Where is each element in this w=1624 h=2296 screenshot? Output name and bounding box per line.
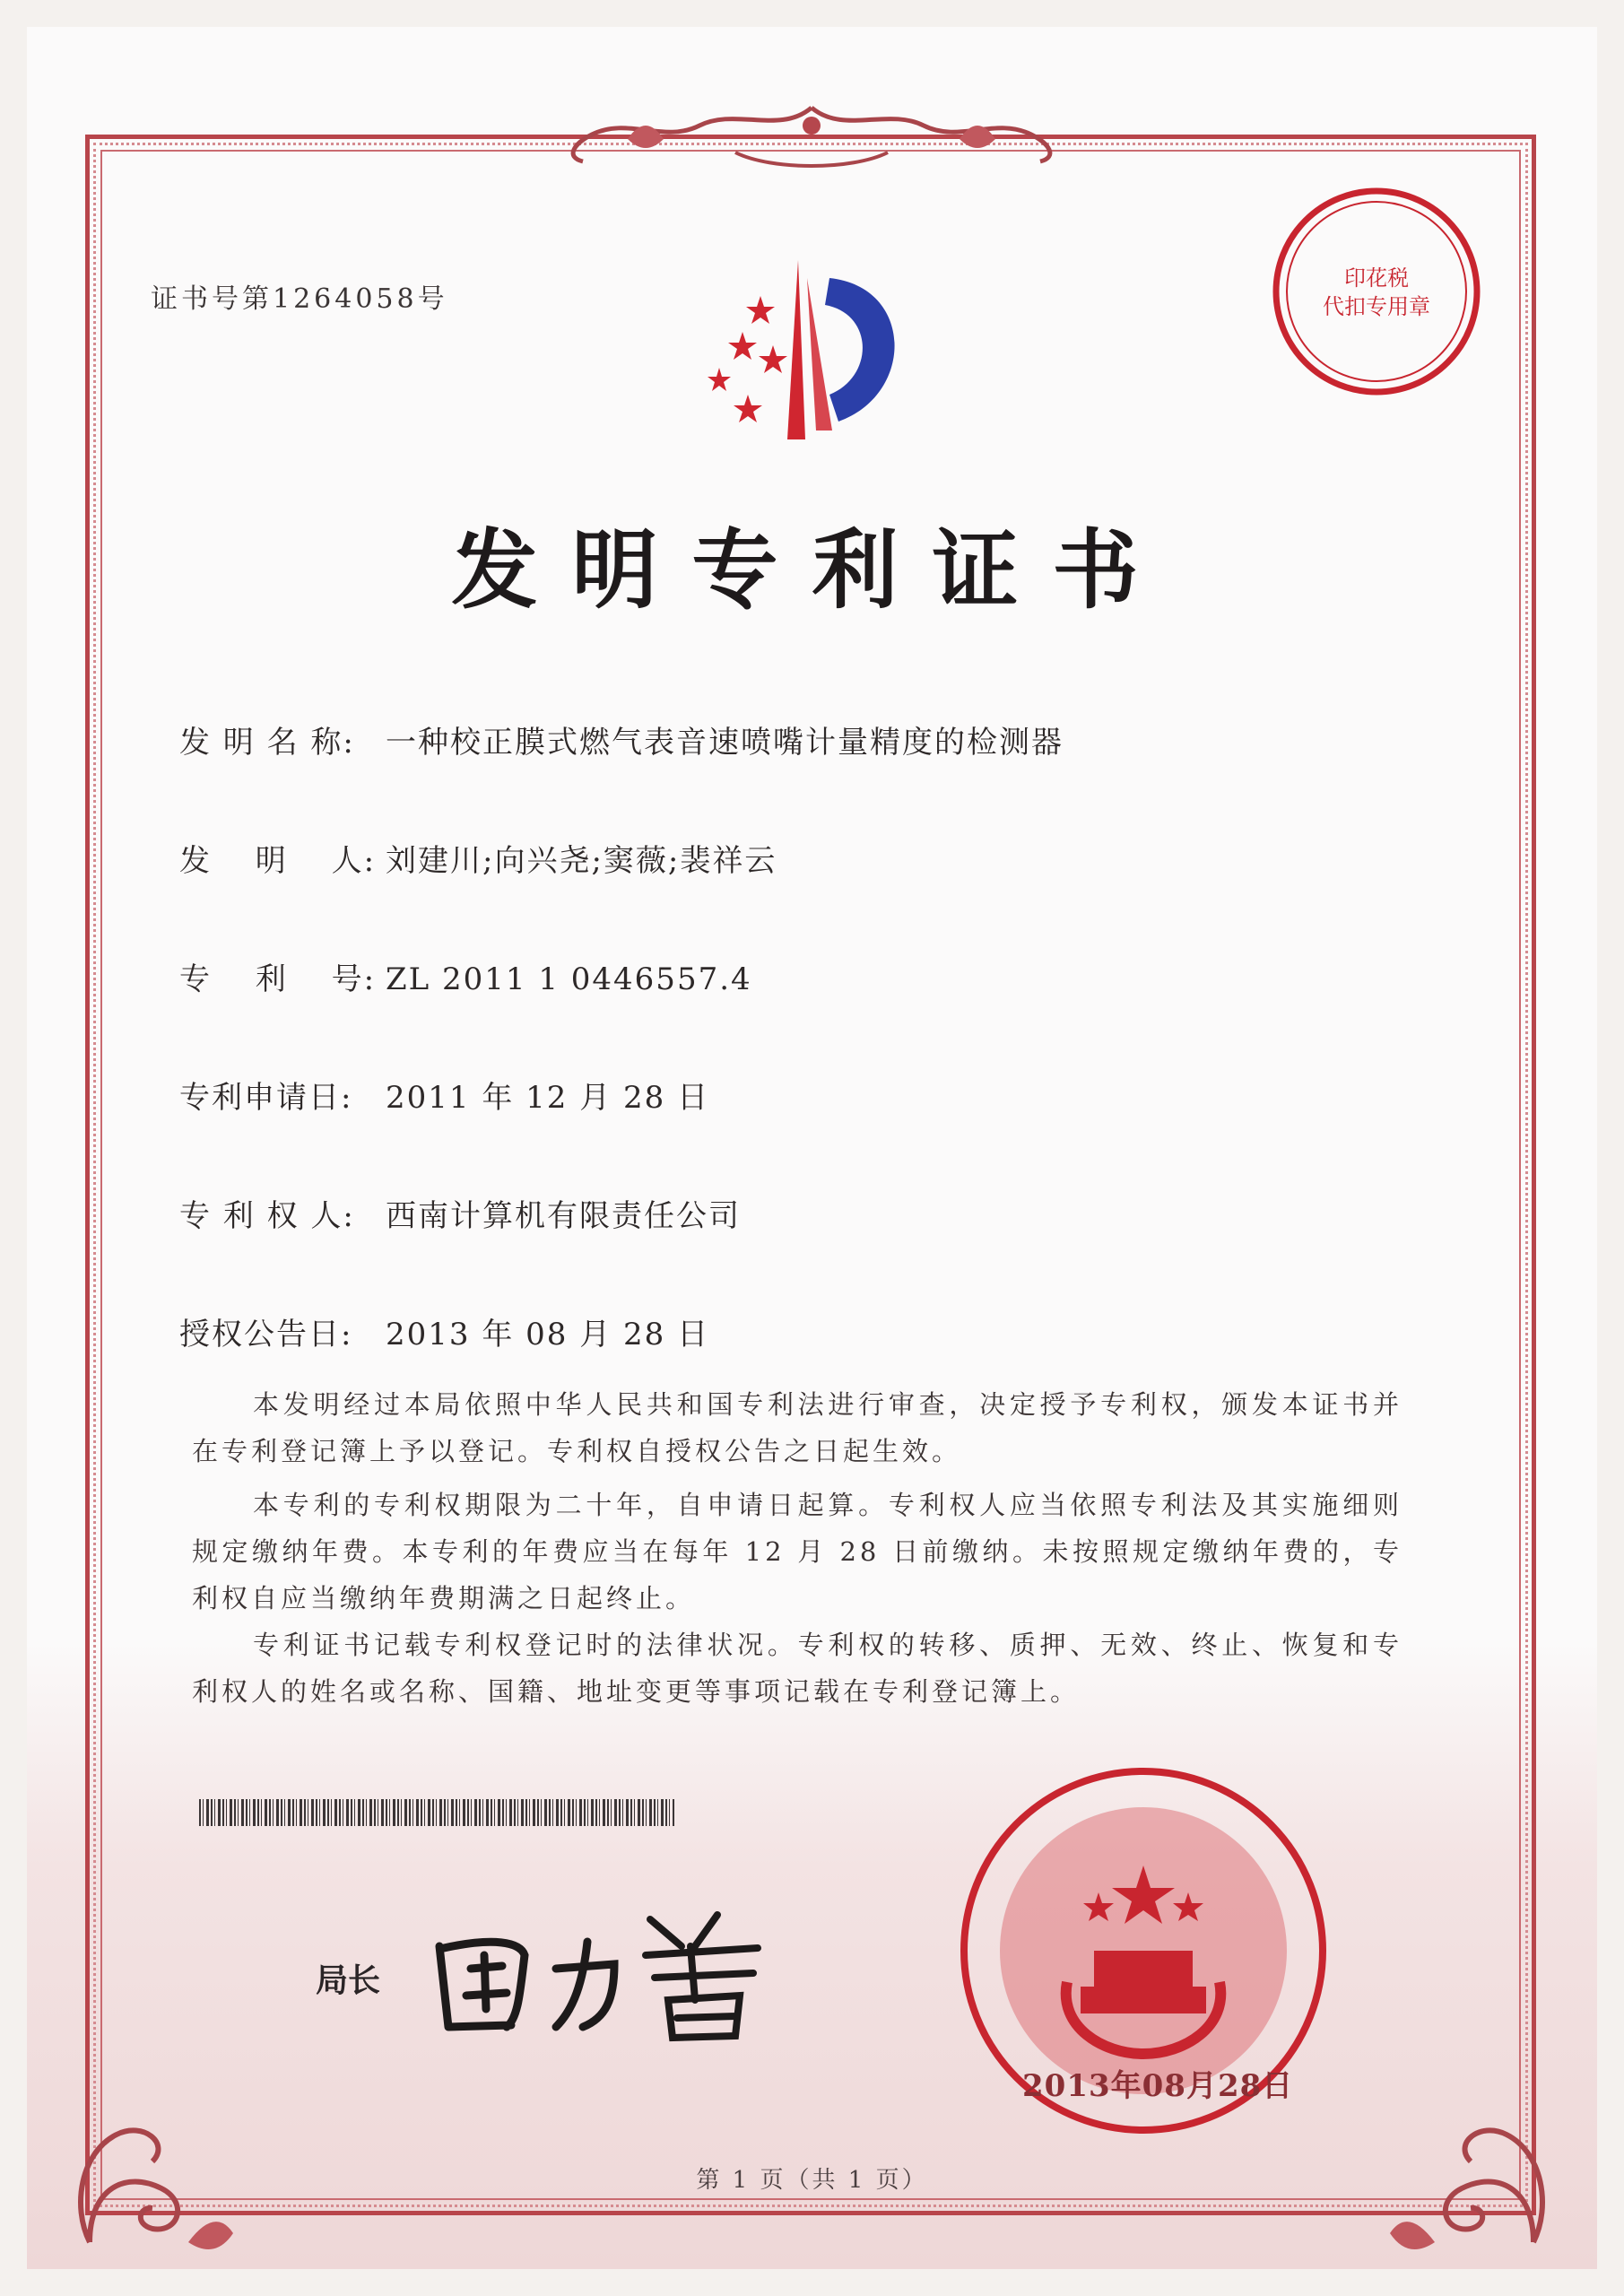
svg-text:代扣专用章: 代扣专用章 [1323, 294, 1430, 319]
field-inventors [179, 836, 777, 880]
field-value: 一种校正膜式燃气表音速喷嘴计量精度的检测器 [386, 725, 1064, 761]
certificate-number: 证书号第1264058号 [151, 283, 448, 315]
field-value: 2011 年 12 月 28 日 [386, 1080, 710, 1116]
field-value: 西南计算机有限责任公司 [386, 1198, 741, 1234]
top-ornament-icon [556, 99, 1067, 179]
field-label: 专利申请日: [179, 1080, 353, 1116]
field-application-date [179, 1073, 709, 1117]
field-value: 2013 年 08 月 28 日 [386, 1317, 710, 1352]
seal-date: 2013年08月28日 [1022, 2068, 1294, 2104]
field-label: 发 明 人: [179, 843, 377, 879]
field-label: 专 利 权 人: [179, 1198, 355, 1234]
patent-office-logo [673, 251, 942, 466]
barcode [199, 1799, 674, 1826]
paragraph-1: 本发明经过本局依照中华人民共和国专利法进行审查，决定授予专利权，颁发本证书并在专利登记簿上予以登记。专利权自授权公告之日起生效。 [192, 1389, 1403, 1466]
paragraph-3: 专利证书记载专利权登记时的法律状况。专利权的转移、质押、无效、终止、恢复和专利权人的姓名或名称、国籍、地址变更等事项记载在专利登记簿上。 [192, 1630, 1403, 1707]
field-label: 授权公告日: [179, 1317, 353, 1352]
page-number: 第 1 页（共 1 页） [696, 2167, 928, 2194]
field-patent-number [179, 954, 752, 998]
page-title: 发明专利证书 [451, 519, 1173, 621]
field-grant-date [179, 1309, 709, 1353]
field-invention-name [179, 718, 1064, 761]
field-value: 刘建川;向兴尧;窦薇;裴祥云 [386, 843, 777, 879]
field-label: 专 利 号: [179, 961, 377, 997]
field-value: ZL 2011 1 0446557.4 [386, 961, 752, 997]
paragraph-2: 本专利的专利权期限为二十年，自申请日起算。专利权人应当依照专利法及其实施细则规定缴纳年费。本专利的年费应当在每年 12 月 28 日前缴纳。未按照规定缴纳年费的，专利权自应当缴纳年费期满之日起终止。 [192, 1490, 1403, 1613]
director-label: 局长 [316, 1961, 381, 1999]
director-signature [421, 1892, 780, 2045]
svg-text:印花税: 印花税 [1344, 265, 1409, 291]
stars-icon [708, 296, 787, 422]
field-patentee [179, 1191, 741, 1235]
tax-stamp-seal [1264, 179, 1489, 404]
field-label: 发 明 名 称: [179, 725, 355, 761]
